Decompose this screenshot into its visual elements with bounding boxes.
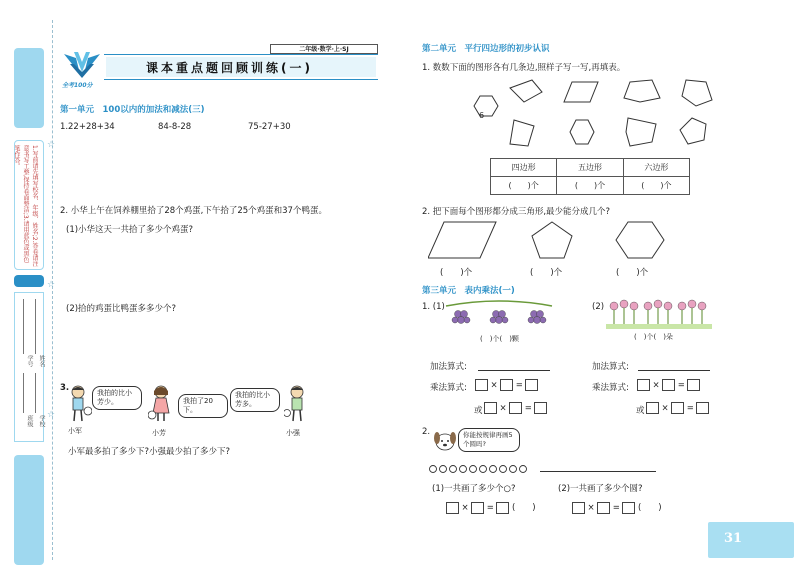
answer-box[interactable] xyxy=(662,379,675,391)
shapes-group xyxy=(466,76,726,153)
table-header: 六边形 xyxy=(623,159,689,177)
q1-expr-1: 22+28+34 xyxy=(68,122,115,132)
table-header: 四边形 xyxy=(491,159,557,177)
caption-a[interactable]: ( )个( )颗 xyxy=(480,335,519,343)
q2-part1: (1)小华这天一共拾了多少个鸡蛋? xyxy=(66,225,194,235)
add-answer-line-a[interactable] xyxy=(478,370,550,371)
answer-box[interactable] xyxy=(597,502,610,514)
answer-box[interactable] xyxy=(646,402,659,414)
answer-box[interactable] xyxy=(500,379,513,391)
answer-box[interactable] xyxy=(637,379,650,391)
mul-label-a: 乘法算式: xyxy=(430,383,467,393)
or-label-a: 或 xyxy=(474,406,483,416)
answer-box[interactable] xyxy=(696,402,709,414)
mul-row-a1: × = xyxy=(475,379,538,391)
kid-3-illustration xyxy=(284,385,310,427)
split-answer-2[interactable]: ( )个 xyxy=(530,268,563,278)
mul-label-b: 乘法算式: xyxy=(592,383,629,393)
star-icon: ☆ xyxy=(47,140,56,150)
or-label-b: 或 xyxy=(636,406,645,416)
sidebar-id-label: 学号 xyxy=(26,355,33,367)
kid-2-illustration xyxy=(148,385,174,427)
q2-part2: (2)拾的鸡蛋比鸭蛋多多少个? xyxy=(66,304,177,314)
speech-bubble-3: 我拍的比小芳多。 xyxy=(230,388,280,412)
table-header: 五边形 xyxy=(557,159,623,177)
mul-row-a2: × = xyxy=(484,402,547,414)
answer-box[interactable] xyxy=(471,502,484,514)
q1-expr-2: 84-8-28 xyxy=(158,122,192,132)
unit1-title: 第一单元 100以内的加法和减法(三) xyxy=(60,105,205,115)
table-cell-answer[interactable]: ( )个 xyxy=(491,177,557,195)
split-shapes-group xyxy=(428,220,668,264)
answer-box[interactable] xyxy=(496,502,509,514)
sidebar-school-label: 学校 xyxy=(38,415,45,427)
add-label-a: 加法算式: xyxy=(430,362,467,372)
unit3-q1a-label: 1. (1) xyxy=(422,302,445,312)
circle-pattern xyxy=(428,464,548,476)
speech-bubble-1: 我拍的比小芳少。 xyxy=(92,386,142,410)
answer-box[interactable] xyxy=(509,402,522,414)
add-answer-line-b[interactable] xyxy=(638,370,710,371)
hex-example-number: 6 xyxy=(479,111,485,120)
answer-box[interactable] xyxy=(622,502,635,514)
unit2-q1-text: 1. 数数下面的图形各有几条边,照样子写一写,再填表。 xyxy=(422,63,626,73)
q3-label: 3. xyxy=(60,383,70,393)
page-title: 课本重点题回顾训练(一) xyxy=(146,61,313,75)
unit3-q2-label: 2. xyxy=(422,427,431,437)
q2-text: 2. 小华上午在饲养棚里拾了28个鸡蛋,下午拾了25个鸡蛋和37个鸭蛋。 xyxy=(60,206,327,216)
shape-count-table xyxy=(490,158,690,195)
star-icon: ☆ xyxy=(47,410,56,420)
answer-box[interactable] xyxy=(475,379,488,391)
unit2-q2-text: 2. 把下面每个图形都分成三角形,最少能分成几个? xyxy=(422,207,611,217)
answer-box[interactable] xyxy=(446,502,459,514)
star-icon: ☆ xyxy=(47,280,56,290)
sidebar-name-label: 姓名 xyxy=(38,355,45,367)
table-cell-answer[interactable]: ( )个 xyxy=(623,177,689,195)
answer-box[interactable] xyxy=(525,379,538,391)
kid-1-illustration xyxy=(66,385,92,427)
dog-illustration xyxy=(432,428,458,456)
sidebar-instructions-box xyxy=(14,140,44,270)
sub1-equation: × = ( ) xyxy=(446,501,536,514)
sub2-equation: × = ( ) xyxy=(572,501,662,514)
unit3-title: 第三单元 表内乘法(一) xyxy=(422,286,515,296)
binding-sidebar xyxy=(0,0,55,583)
answer-box[interactable] xyxy=(572,502,585,514)
unit3-q1b-label: (2) xyxy=(592,302,605,312)
kid-3-name: 小强 xyxy=(286,429,300,437)
sidebar-instructions: 1.写前请先填写校名、年级、姓名;2.答卷请注意书写工整,保持卷面整洁;3.请用蓝色或黑色笔作答。 xyxy=(13,145,38,267)
binding-dashed-line xyxy=(52,20,53,560)
q1-label: 1. xyxy=(60,122,69,132)
header-banner xyxy=(60,44,378,90)
dog-speech-bubble: 你能按规律再画5个圆吗? xyxy=(458,428,520,452)
answer-box[interactable] xyxy=(534,402,547,414)
logo-text: 全考100分 xyxy=(62,82,93,89)
pattern-sub2: (2)一共画了多少个圆? xyxy=(558,484,643,494)
mul-row-b2: × = xyxy=(646,402,709,414)
grapes-illustration xyxy=(444,300,554,332)
kid-1-name: 小军 xyxy=(68,427,82,435)
grade-tag: 二年级·数学·上·SJ xyxy=(270,44,378,54)
answer-box[interactable] xyxy=(484,402,497,414)
flowers-illustration xyxy=(606,298,712,334)
mul-row-b1: × = xyxy=(637,379,700,391)
page-number-tab xyxy=(708,522,794,558)
pattern-sub1: (1)一共画了多少个○? xyxy=(432,484,516,494)
sidebar-class-label: 班级 xyxy=(26,415,33,427)
sidebar-tab-bottom xyxy=(14,455,44,565)
page-number: 31 xyxy=(724,531,743,546)
split-answer-3[interactable]: ( )个 xyxy=(616,268,649,278)
kid-2-name: 小芳 xyxy=(152,429,166,437)
answer-box[interactable] xyxy=(687,379,700,391)
paren-answer[interactable]: ( ) xyxy=(637,503,662,513)
split-answer-1[interactable]: ( )个 xyxy=(440,268,473,278)
sidebar-info-box xyxy=(14,292,44,442)
paren-answer[interactable]: ( ) xyxy=(511,503,536,513)
add-label-b: 加法算式: xyxy=(592,362,629,372)
caption-b[interactable]: ( )个( )朵 xyxy=(634,333,673,341)
table-cell-answer[interactable]: ( )个 xyxy=(557,177,623,195)
answer-box[interactable] xyxy=(671,402,684,414)
speech-bubble-2: 我拍了20下。 xyxy=(178,394,228,418)
q1-expr-3: 75-27+30 xyxy=(248,122,291,132)
sidebar-tab-top xyxy=(14,48,44,128)
pattern-answer-line[interactable] xyxy=(540,471,656,472)
unit2-title: 第二单元 平行四边形的初步认识 xyxy=(422,44,550,54)
sidebar-label-tab xyxy=(14,275,44,287)
q3-text: 小军最多拍了多少下?小强最少拍了多少下? xyxy=(68,447,231,457)
